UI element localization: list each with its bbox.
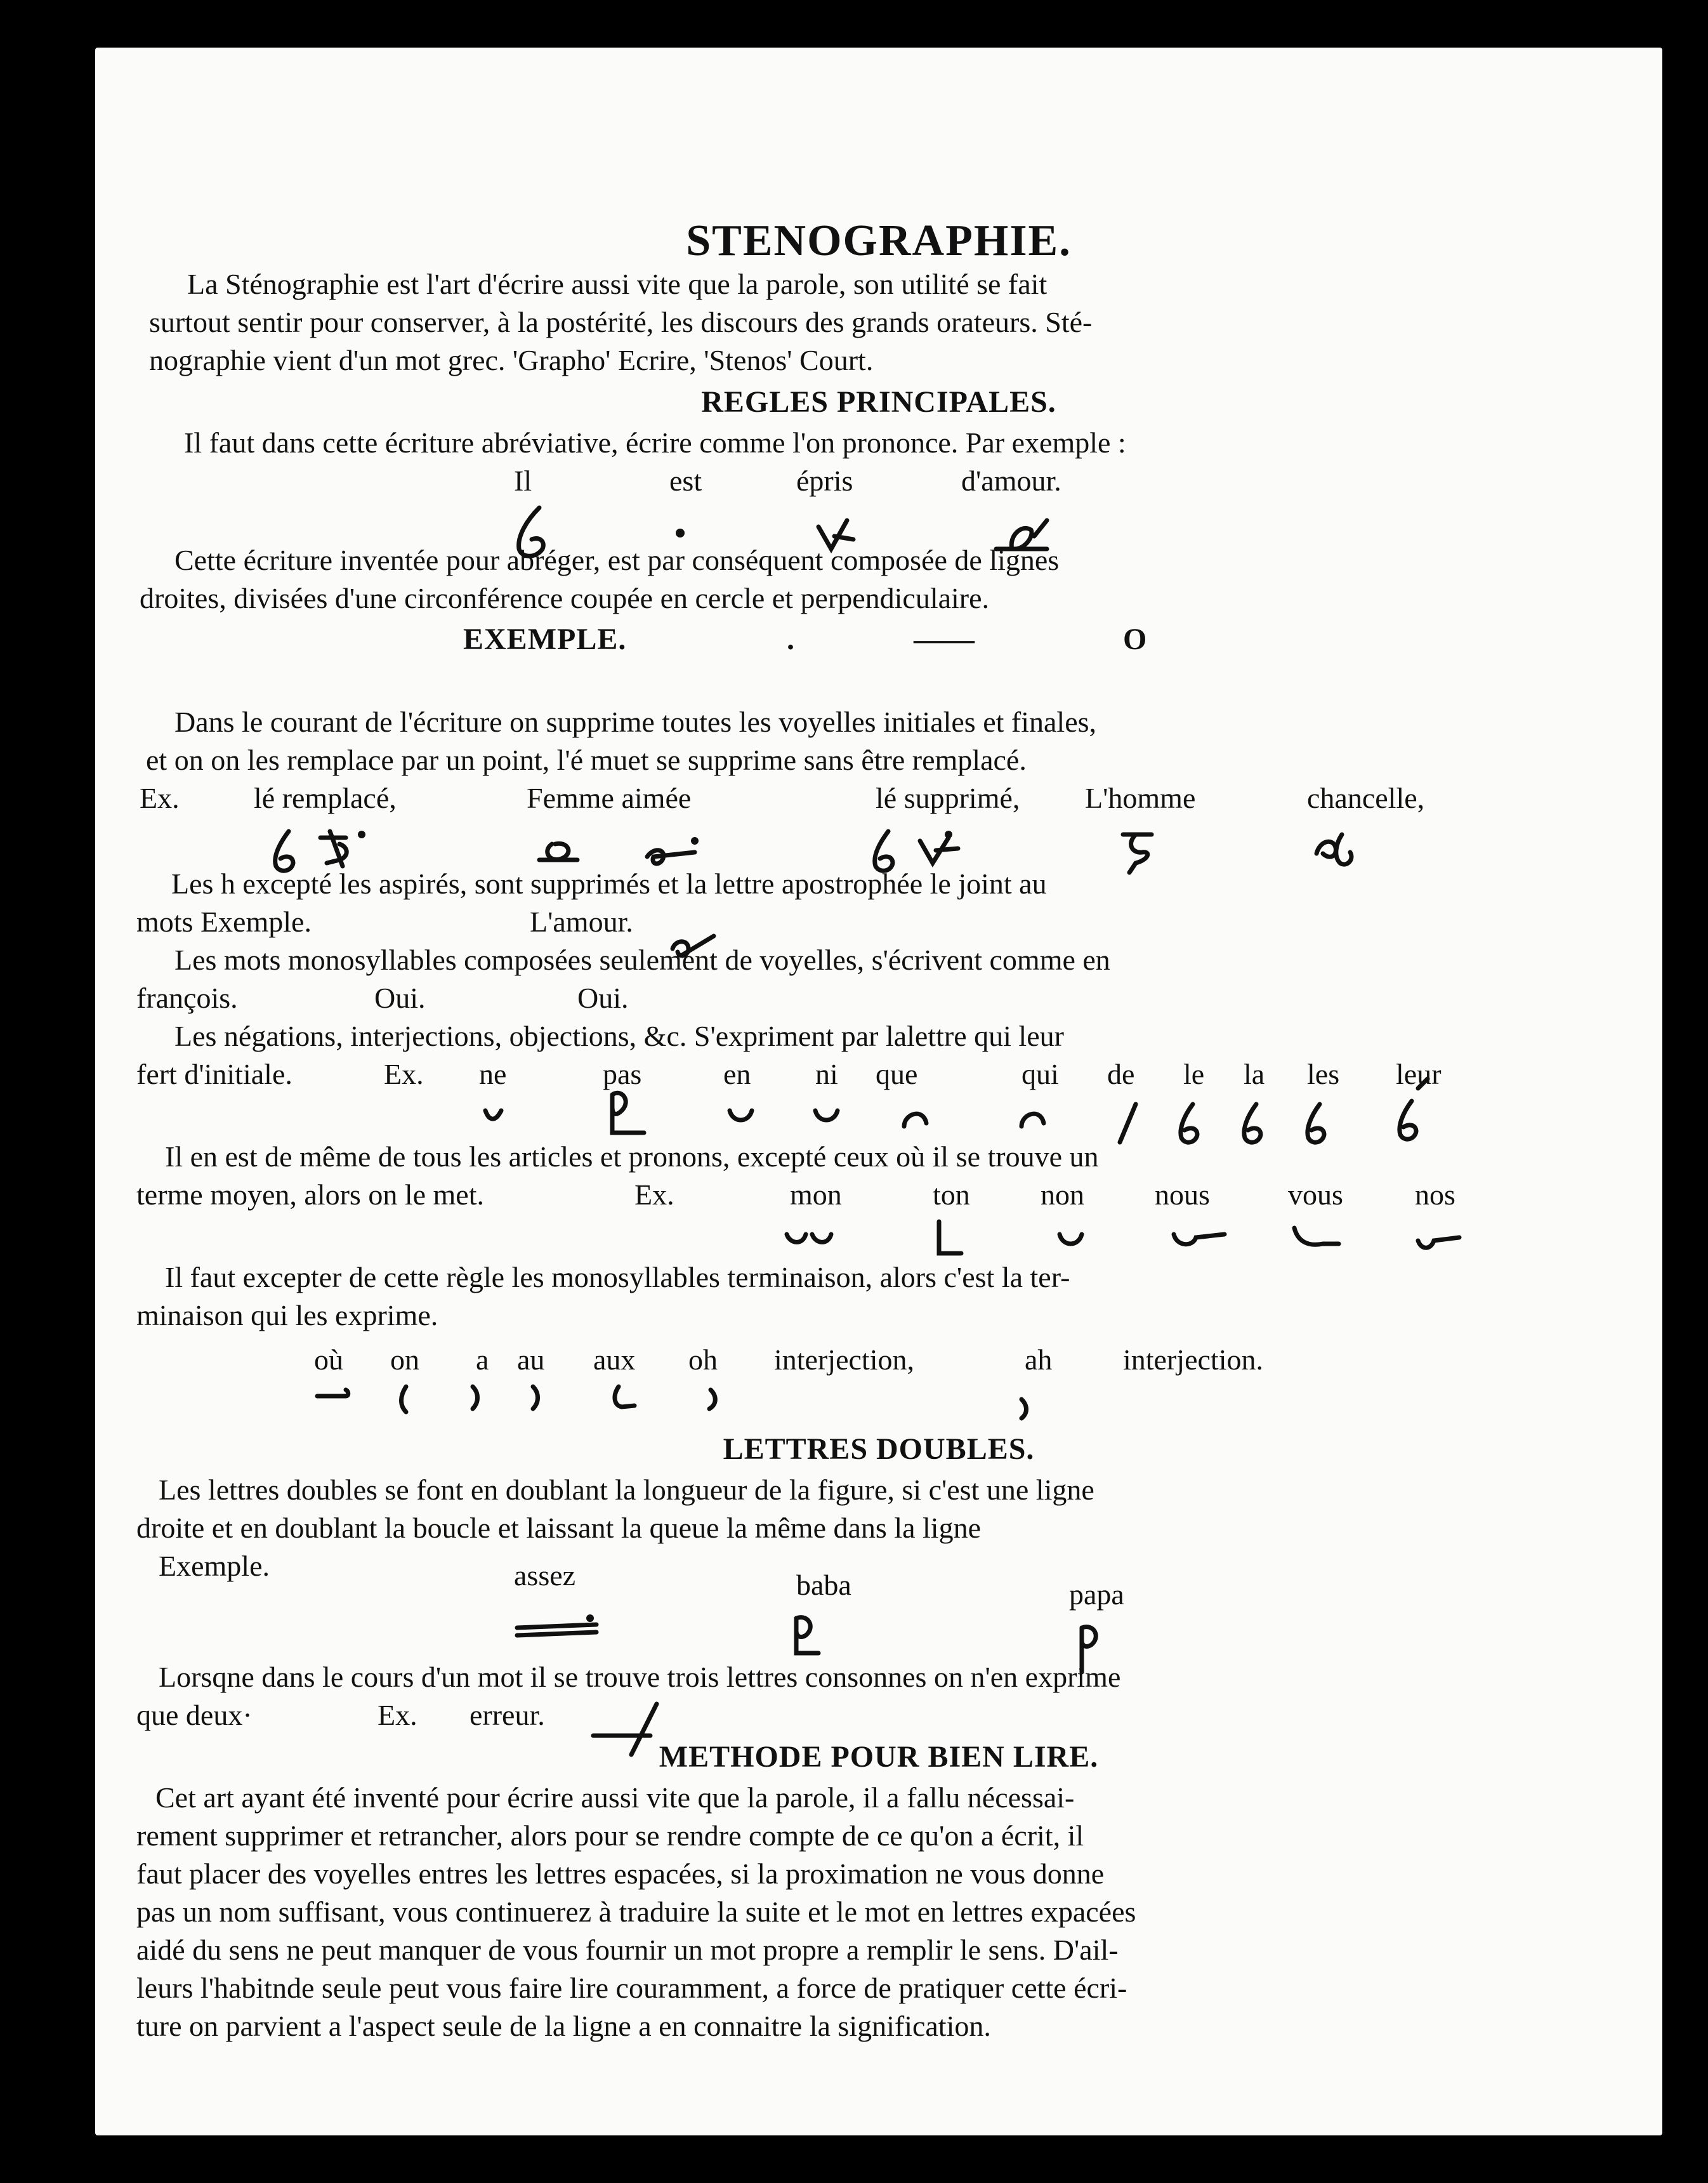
doubles-line-1: Les lettres doubles se font en doublant la longueur de la figure, si c'est une ligne bbox=[159, 1474, 1094, 1506]
glyph-en bbox=[730, 1111, 752, 1120]
glyph-aimee bbox=[647, 850, 695, 864]
word-il: Il bbox=[514, 465, 532, 497]
pron-vous: vous bbox=[1288, 1178, 1343, 1211]
articles-ex: Ex. bbox=[634, 1178, 674, 1211]
glyph-assez-2 bbox=[517, 1632, 596, 1635]
invention-line-1: Cette écriture inventée pour abréger, est par conséquent composée de lignes bbox=[174, 544, 1060, 576]
methode-line-4: pas un nom suffisant, vous continuerez à traduire la suite et le mot en lettres expacées bbox=[136, 1896, 1136, 1928]
glyph-on bbox=[402, 1387, 407, 1412]
term-a: a bbox=[476, 1343, 489, 1376]
h-rule-line-2: mots Exemple. bbox=[136, 906, 312, 938]
term-on: on bbox=[390, 1343, 419, 1376]
methode-line-1: Cet art ayant été inventé pour écrire aussi vite que la parole, il a fallu nécessai- bbox=[155, 1781, 1075, 1814]
pron-mon: mon bbox=[790, 1178, 842, 1211]
regles-text: Il faut dans cette écriture abréviative, écrire comme l'on prononce. Par exemple : bbox=[184, 426, 1126, 459]
double-papa: papa bbox=[1069, 1578, 1124, 1611]
methode-line-2: rement supprimer et retrancher, alors pour se rendre compte de ce qu'on a écrit, il bbox=[136, 1819, 1084, 1852]
glyph-remplace-dot bbox=[358, 831, 365, 838]
glyph-ni bbox=[815, 1111, 838, 1120]
glyph-le-2 bbox=[875, 831, 893, 871]
voyelles-line-2: et on on les remplace par un point, l'é muet se supprime sans être remplacé. bbox=[146, 744, 1027, 776]
doubles-line-2: droite et en doublant la boucle et laissant la queue la même dans la ligne bbox=[136, 1512, 981, 1544]
articles-line-2: terme moyen, alors on le met. bbox=[136, 1178, 485, 1211]
glyph-supprime-dot bbox=[945, 831, 952, 838]
oui-1: Oui. bbox=[374, 982, 426, 1014]
glyph-au bbox=[533, 1387, 538, 1409]
neg-ni: ni bbox=[815, 1058, 838, 1090]
methode-line-7: ture on parvient a l'aspect seule de la ligne a en connaitre la signification. bbox=[136, 2010, 991, 2042]
glyph-femme bbox=[539, 843, 577, 860]
glyph-nous bbox=[1174, 1234, 1225, 1244]
glyph-il bbox=[519, 508, 544, 556]
double-assez: assez bbox=[514, 1559, 576, 1592]
methode-line-5: aidé du sens ne peut manquer de vous fournir un mot propre a remplir le sens. D'ail- bbox=[136, 1934, 1119, 1966]
symbol-point: . bbox=[787, 623, 794, 656]
word-epris: épris bbox=[796, 465, 853, 497]
term-ou: où bbox=[314, 1343, 343, 1376]
methode-line-3: faut placer des voyelles entres les lettres espacées, si la proximation ne vous donne bbox=[136, 1857, 1105, 1890]
neg-ne: ne bbox=[479, 1058, 507, 1090]
ex-chancelle: chancelle, bbox=[1307, 782, 1425, 814]
glyph-non bbox=[1060, 1234, 1082, 1244]
neg-de: de bbox=[1107, 1058, 1135, 1090]
monosyl-line-2: françois. bbox=[136, 982, 238, 1014]
lorsque-line-1: Lorsqne dans le cours d'un mot il se trouve trois lettres consonnes on n'en exprime bbox=[159, 1661, 1121, 1693]
lorsque-ex-label: Ex. bbox=[378, 1699, 417, 1731]
h-example: L'amour. bbox=[530, 906, 633, 938]
neg-que: que bbox=[876, 1058, 918, 1090]
pron-nous: nous bbox=[1155, 1178, 1210, 1211]
glyph-que bbox=[904, 1114, 926, 1126]
glyph-aimee-dot bbox=[691, 837, 699, 845]
ex-label: Ex. bbox=[140, 782, 180, 814]
intro-line-3: nographie vient d'un mot grec. 'Grapho' Ecrire, 'Stenos' Court. bbox=[149, 344, 874, 376]
glyph-papa bbox=[1082, 1627, 1096, 1672]
term-interjection-2: interjection. bbox=[1123, 1343, 1263, 1376]
glyph-baba bbox=[796, 1618, 818, 1653]
glyph-lhomme bbox=[1123, 834, 1152, 873]
intro-line-1: La Sténographie est l'art d'écrire aussi vite que la parole, son utilité se fait bbox=[187, 268, 1048, 300]
symbol-circle: O bbox=[1123, 623, 1147, 656]
neg-la: la bbox=[1244, 1058, 1265, 1090]
ex-lhomme: L'homme bbox=[1085, 782, 1196, 814]
doubles-heading: LETTRES DOUBLES. bbox=[723, 1432, 1035, 1466]
glyph-les bbox=[1308, 1104, 1324, 1142]
methode-heading: METHODE POUR BIEN LIRE. bbox=[659, 1740, 1099, 1774]
glyph-qui bbox=[1022, 1114, 1044, 1126]
articles-line-1: Il en est de même de tous les articles et pronons, excepté ceux où il se trouve un bbox=[165, 1140, 1099, 1173]
h-rule-line-1: Les h excepté les aspirés, sont supprimés et la lettre apostrophée le joint au bbox=[171, 867, 1047, 900]
glyph-pas bbox=[612, 1093, 644, 1133]
invention-line-2: droites, divisées d'une circonférence coupée en cercle et perpendiculaire. bbox=[140, 582, 990, 614]
glyph-erreur bbox=[593, 1704, 657, 1755]
glyph-mon bbox=[787, 1234, 831, 1242]
stenography-glyphs bbox=[95, 48, 1662, 2135]
pron-non: non bbox=[1041, 1178, 1084, 1211]
glyph-remplace bbox=[320, 831, 346, 866]
negations-line-2: fert d'initiale. bbox=[136, 1058, 292, 1090]
ex-le-supprime: lé supprimé, bbox=[876, 782, 1020, 814]
regles-heading: REGLES PRINCIPALES. bbox=[701, 385, 1056, 419]
document-page bbox=[95, 48, 1662, 2135]
glyph-aux bbox=[615, 1387, 634, 1407]
glyph-ou bbox=[317, 1390, 348, 1396]
word-est: est bbox=[669, 465, 702, 497]
negations-ex: Ex. bbox=[384, 1058, 424, 1090]
term-aux: aux bbox=[593, 1343, 636, 1376]
glyph-a bbox=[473, 1387, 478, 1409]
glyph-de bbox=[1120, 1104, 1136, 1142]
ex-le-remplace: lé remplacé, bbox=[254, 782, 397, 814]
page-title: STENOGRAPHIE. bbox=[686, 216, 1072, 265]
glyph-oh bbox=[709, 1390, 715, 1409]
negations-line-1: Les négations, interjections, objections, &c. S'expriment par lalettre qui leur bbox=[174, 1020, 1064, 1052]
lorsque-erreur: erreur. bbox=[470, 1699, 545, 1731]
doubles-exemple-label: Exemple. bbox=[159, 1550, 270, 1582]
word-damour: d'amour. bbox=[961, 465, 1061, 497]
glyph-ah bbox=[1022, 1399, 1027, 1418]
term-ah: ah bbox=[1025, 1343, 1053, 1376]
glyph-vous bbox=[1294, 1228, 1339, 1244]
glyph-assez bbox=[517, 1625, 596, 1628]
glyph-chancelle bbox=[1317, 834, 1351, 864]
neg-leur: leur bbox=[1396, 1058, 1442, 1090]
neg-les: les bbox=[1307, 1058, 1340, 1090]
voyelles-line-1: Dans le courant de l'écriture on supprime toutes les voyelles initiales et finales, bbox=[174, 706, 1097, 738]
excepter-line-2: minaison qui les exprime. bbox=[136, 1299, 438, 1331]
term-interjection-1: interjection, bbox=[774, 1343, 914, 1376]
glyph-nos bbox=[1418, 1237, 1459, 1248]
oui-2: Oui. bbox=[577, 982, 629, 1014]
symbol-line: —— bbox=[914, 623, 975, 656]
neg-pas: pas bbox=[603, 1058, 642, 1090]
glyph-le bbox=[275, 831, 293, 871]
glyph-ton bbox=[939, 1222, 961, 1253]
glyph-est bbox=[676, 529, 685, 538]
glyph-la bbox=[1244, 1104, 1261, 1142]
glyph-lamour bbox=[673, 936, 714, 956]
pron-nos: nos bbox=[1415, 1178, 1455, 1211]
lorsque-line-2: que deux· bbox=[136, 1699, 253, 1731]
neg-en: en bbox=[723, 1058, 751, 1090]
neg-le: le bbox=[1183, 1058, 1205, 1090]
monosyl-line-1: Les mots monosyllables composées seulement de voyelles, s'écrivent comme en bbox=[174, 944, 1110, 976]
glyph-ne bbox=[485, 1111, 501, 1119]
excepter-line-1: Il faut excepter de cette règle les monosyllables terminaison, alors c'est la ter- bbox=[165, 1261, 1070, 1293]
glyph-damour bbox=[996, 520, 1047, 549]
glyph-le-neg bbox=[1181, 1104, 1197, 1142]
glyph-supprime bbox=[920, 838, 958, 863]
glyph-assez-dot bbox=[586, 1614, 594, 1622]
intro-line-2: surtout sentir pour conserver, à la postérité, les discours des grands orateurs. Sté- bbox=[149, 306, 1093, 338]
term-au: au bbox=[517, 1343, 545, 1376]
ex-femme-aimee: Femme aimée bbox=[527, 782, 692, 814]
glyph-leur bbox=[1400, 1079, 1428, 1139]
exemple-label: EXEMPLE. bbox=[463, 623, 627, 656]
neg-qui: qui bbox=[1022, 1058, 1059, 1090]
double-baba: baba bbox=[796, 1569, 851, 1601]
term-oh: oh bbox=[688, 1343, 718, 1376]
methode-line-6: leurs l'habitnde seule peut vous faire lire couramment, a force de pratiquer cette écri- bbox=[136, 1972, 1127, 2004]
glyph-epris bbox=[818, 520, 853, 549]
pron-ton: ton bbox=[933, 1178, 970, 1211]
